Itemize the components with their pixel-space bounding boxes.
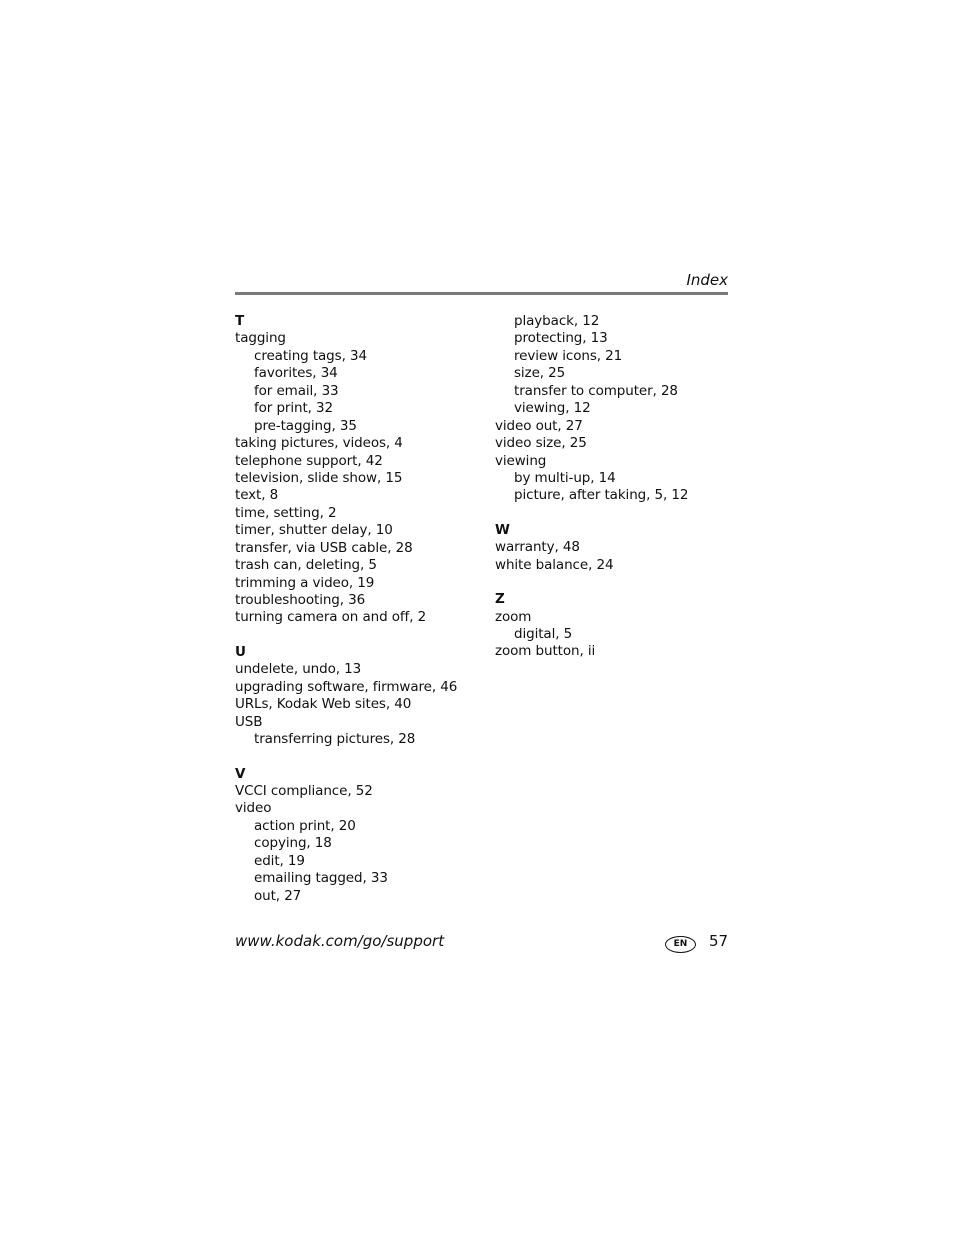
index-section-letter: T — [235, 313, 245, 329]
index-entry: zoom — [495, 608, 532, 625]
index-entry: viewing — [495, 452, 547, 469]
index-subentry: protecting, 13 — [514, 330, 608, 347]
index-subentry: size, 25 — [514, 365, 566, 382]
index-subentry: for email, 33 — [254, 382, 339, 399]
index-entry: time, setting, 2 — [235, 504, 337, 521]
index-entry: URLs, Kodak Web sites, 40 — [235, 696, 412, 713]
index-subentry: action print, 20 — [254, 817, 356, 834]
index-entry: USB — [235, 713, 263, 730]
footer-support-url[interactable]: www.kodak.com/go/support — [235, 932, 445, 950]
index-entry: trash can, deleting, 5 — [235, 557, 377, 574]
index-entry: turning camera on and off, 2 — [235, 609, 427, 626]
index-section-letter: W — [495, 521, 510, 538]
index-entry: video out, 27 — [495, 417, 583, 434]
index-entry: video size, 25 — [495, 435, 587, 452]
index-entry: tagging — [235, 330, 286, 347]
index-entry: upgrading software, firmware, 46 — [235, 678, 458, 695]
index-entry: undelete, undo, 13 — [235, 661, 362, 678]
index-entry: transfer, via USB cable, 28 — [235, 539, 413, 556]
section-gap — [495, 505, 745, 522]
index-column-right — [495, 313, 745, 661]
index-subentry: review icons, 21 — [514, 347, 623, 364]
index-subentry: pre-tagging, 35 — [254, 417, 357, 434]
index-subentry: picture, after taking, 5, 12 — [514, 487, 689, 504]
index-column-left — [235, 313, 485, 905]
index-entry: troubleshooting, 36 — [235, 592, 366, 608]
index-subentry: playback, 12 — [514, 313, 600, 329]
section-gap — [235, 749, 485, 766]
index-section-letter: U — [235, 643, 246, 660]
header-rule — [235, 292, 728, 295]
index-subentry: by multi-up, 14 — [514, 469, 616, 486]
page-number: 57 — [709, 932, 729, 950]
index-entry: text, 8 — [235, 487, 279, 504]
page-header-title: Index — [686, 271, 728, 289]
index-section-letter: V — [235, 765, 246, 782]
index-subentry: copying, 18 — [254, 835, 332, 852]
index-subentry: digital, 5 — [514, 626, 573, 642]
index-entry: VCCI compliance, 52 — [235, 782, 373, 799]
index-subentry: viewing, 12 — [514, 400, 591, 417]
language-badge: EN — [665, 936, 696, 953]
index-subentry: for print, 32 — [254, 400, 334, 417]
index-entry: television, slide show, 15 — [235, 469, 403, 486]
index-entry: warranty, 48 — [495, 539, 580, 556]
index-section-letter: Z — [495, 591, 505, 608]
index-subentry: emailing tagged, 33 — [254, 870, 388, 887]
index-entry: timer, shutter delay, 10 — [235, 522, 393, 539]
index-subentry: creating tags, 34 — [254, 347, 367, 364]
index-entry: taking pictures, videos, 4 — [235, 435, 403, 452]
index-subentry: transfer to computer, 28 — [514, 382, 678, 399]
index-entry: white balance, 24 — [495, 556, 614, 573]
section-gap — [495, 574, 745, 591]
index-entry: video — [235, 800, 272, 817]
section-gap — [235, 627, 485, 644]
index-entry: trimming a video, 19 — [235, 574, 375, 591]
index-subentry: edit, 19 — [254, 852, 305, 869]
index-subentry: transferring pictures, 28 — [254, 731, 416, 748]
index-subentry: out, 27 — [254, 887, 302, 904]
index-subentry: favorites, 34 — [254, 365, 338, 382]
index-entry: zoom button, ii — [495, 643, 596, 660]
index-entry: telephone support, 42 — [235, 452, 383, 469]
